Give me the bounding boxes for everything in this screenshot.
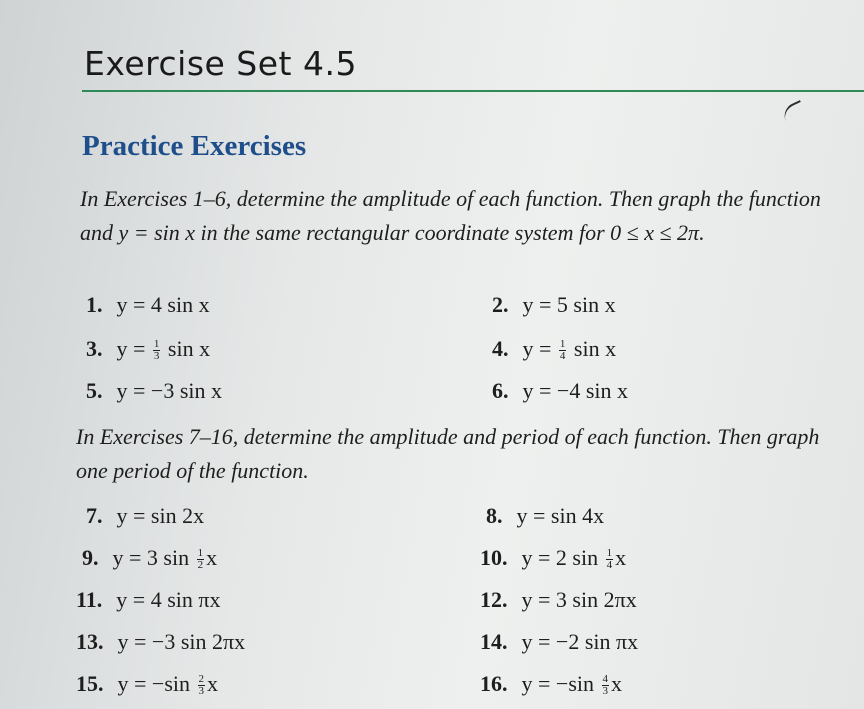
fraction-numerator: 4 [602,673,608,686]
fraction-denominator: 3 [153,350,160,363]
exercise-14 [480,629,638,655]
exercise-13 [76,629,245,655]
exercise-11 [76,587,221,613]
fraction-denominator: 4 [606,559,613,572]
exercise-number: 9. [82,545,99,570]
exercise-number: 12. [480,587,508,612]
exercise-equation: y = −3 sin 2πx [117,629,246,654]
exercise-10 [480,545,626,571]
exercise-equation: y = [522,336,557,361]
exercise-8 [486,503,604,529]
exercise-7 [86,503,204,529]
exercise-equation-tail: x [207,671,218,696]
exercise-1 [86,292,210,318]
exercise-number: 13. [76,629,104,654]
fraction-denominator: 3 [198,685,204,698]
fraction [606,548,614,571]
fraction-denominator: 3 [602,685,608,698]
fraction-numerator: 1 [153,338,160,351]
exercise-3 [86,336,210,362]
exercise-16 [480,671,622,697]
exercise-equation-tail: sin x [162,336,211,361]
exercise-equation: y = 3 sin [112,545,195,570]
exercise-equation: y = 5 sin x [522,292,616,317]
page-mark [780,100,806,122]
exercise-number: 11. [76,587,103,612]
exercise-number: 10. [480,545,508,570]
fraction-denominator: 2 [197,559,204,572]
exercise-number: 2. [492,292,509,317]
exercise-equation: y = 3 sin 2πx [521,587,637,612]
exercise-number: 8. [486,503,503,528]
fraction [197,548,205,571]
instructions-1-6: In Exercises 1–6, determine the amplitude of each function. Then graph the function and y = sin x in the same rectangular coordinate system for 0 ≤ x ≤ 2π. [80,186,821,245]
fraction-numerator: 1 [559,338,566,351]
exercise-equation: y = −2 sin πx [521,629,639,654]
exercise-15 [76,671,218,697]
exercise-equation: y = [116,336,151,361]
exercise-4 [492,336,616,362]
exercise-number: 14. [480,629,508,654]
fraction [602,674,610,697]
exercise-6 [492,378,628,404]
exercise-number: 3. [86,336,103,361]
exercise-equation-tail: x [611,671,622,696]
title-divider [82,90,864,92]
exercise-equation: y = −3 sin x [116,378,222,403]
exercise-equation: y = −sin [521,671,600,696]
exercise-equation: y = 2 sin [521,545,604,570]
exercise-equation-tail: sin x [568,336,617,361]
exercise-equation: y = 4 sin x [116,292,210,317]
fraction [153,339,161,362]
exercise-equation: y = sin 2x [116,503,205,528]
exercise-9 [82,545,217,571]
exercise-number: 1. [86,292,103,317]
fraction-numerator: 2 [198,673,204,686]
fraction [559,339,567,362]
exercise-number: 5. [86,378,103,403]
exercise-5 [86,378,222,404]
exercise-number: 4. [492,336,509,361]
exercise-number: 6. [492,378,509,403]
exercise-equation: y = −4 sin x [522,378,628,403]
fraction-numerator: 1 [197,547,204,560]
exercise-number: 15. [76,671,104,696]
exercise-number: 16. [480,671,508,696]
exercise-equation: y = −sin [117,671,196,696]
exercise-equation: y = 4 sin πx [116,587,221,612]
exercise-12 [480,587,637,613]
section-subtitle: Practice Exercises [82,130,307,162]
exercise-equation-tail: x [206,545,218,570]
fraction-numerator: 1 [606,547,613,560]
exercise-2 [492,292,616,318]
exercise-equation-tail: x [615,545,627,570]
instructions-7-16: In Exercises 7–16, determine the amplitude and period of each function. Then graph one period of the function. [76,424,820,483]
exercise-equation: y = sin 4x [516,503,605,528]
exercise-set-title: Exercise Set 4.5 [84,44,357,83]
fraction-denominator: 4 [559,350,566,363]
fraction [198,674,206,697]
exercise-number: 7. [86,503,103,528]
